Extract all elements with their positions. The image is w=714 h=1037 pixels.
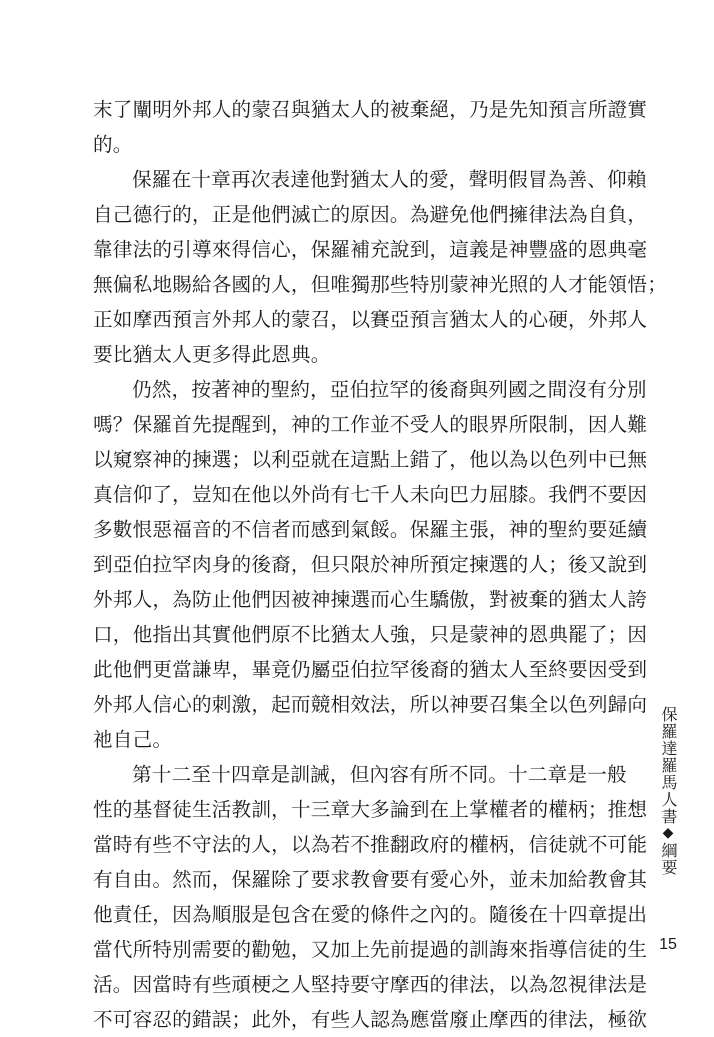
page-number: 15 xyxy=(659,936,677,953)
text-line: 仍然，按著神的聖約，亞伯拉罕的後裔與列國之間沒有分別 xyxy=(132,378,647,401)
text-line: 此他們更當謙卑，畢竟仍屬亞伯拉罕後裔的猶太人至終要因受到 xyxy=(93,658,648,681)
text-line: 外邦人信心的刺激，起而競相效法，所以神要召集全以色列歸向 xyxy=(93,693,648,716)
text-line: 要比猶太人更多得此恩典。 xyxy=(93,343,331,366)
text-line: 無偏私地賜給各國的人，但唯獨那些特別蒙神光照的人才能領悟； xyxy=(93,273,668,296)
text-line: 性的基督徒生活教訓，十三章大多論到在上掌權者的權柄；推想 xyxy=(93,798,648,821)
text-line: 口，他指出其實他們原不比猶太人強，只是蒙神的恩典罷了；因 xyxy=(93,623,648,646)
text-line: 靠律法的引導來得信心，保羅補充說到，這義是神豐盛的恩典毫 xyxy=(93,238,648,261)
running-head xyxy=(652,706,680,876)
text-line: 第十二至十四章是訓誡，但內容有所不同。十二章是一般 xyxy=(132,763,627,786)
text-line: 活。因當時有些頑梗之人堅持要守摩西的律法，以為忽視律法是 xyxy=(93,973,648,996)
text-line: 不可容忍的錯誤；此外，有些人認為應當廢止摩西的律法，極欲 xyxy=(93,1008,648,1031)
text-line: 自己德行的，正是他們滅亡的原因。為避免他們擁律法為自負， xyxy=(93,203,648,226)
text-line: 他責任，因為順服是包含在愛的條件之內的。隨後在十四章提出 xyxy=(93,903,648,926)
running-head-section: 綱要 xyxy=(659,842,678,876)
diamond-separator-icon: ◆ xyxy=(660,825,676,842)
text-line: 當時有些不守法的人，以為若不推翻政府的權柄，信徒就不可能 xyxy=(93,833,648,856)
text-line: 嗎？保羅首先提醒到，神的工作並不受人的眼界所限制，因人難 xyxy=(93,413,648,436)
text-line: 祂自己。 xyxy=(93,728,173,751)
text-line: 到亞伯拉罕肉身的後裔，但只限於神所預定揀選的人；後又說到 xyxy=(93,553,648,576)
text-line: 當代所特別需要的勸勉，又加上先前提過的訓誨來指導信徒的生 xyxy=(93,938,648,961)
text-line: 正如摩西預言外邦人的蒙召，以賽亞預言猶太人的心硬，外邦人 xyxy=(93,308,648,331)
text-line: 外邦人，為防止他們因被神揀選而心生驕傲，對被棄的猶太人誇 xyxy=(93,588,648,611)
text-line: 有自由。然而，保羅除了要求教會要有愛心外，並未加給教會其 xyxy=(93,868,648,891)
text-line: 多數恨惡福音的不信者而感到氣餒。保羅主張，神的聖約要延續 xyxy=(93,518,648,541)
text-line: 的。 xyxy=(93,133,133,156)
running-head-book-title: 保羅達羅馬人書 xyxy=(659,706,678,825)
text-line: 以窺察神的揀選；以利亞就在這點上錯了，他以為以色列中已無 xyxy=(93,448,648,471)
text-line: 末了闡明外邦人的蒙召與猶太人的被棄絕，乃是先知預言所證實 xyxy=(93,98,648,121)
text-line: 真信仰了，豈知在他以外尚有七千人未向巴力屈膝。我們不要因 xyxy=(93,483,648,506)
text-line: 保羅在十章再次表達他對猶太人的愛，聲明假冒為善、仰賴 xyxy=(132,168,647,191)
